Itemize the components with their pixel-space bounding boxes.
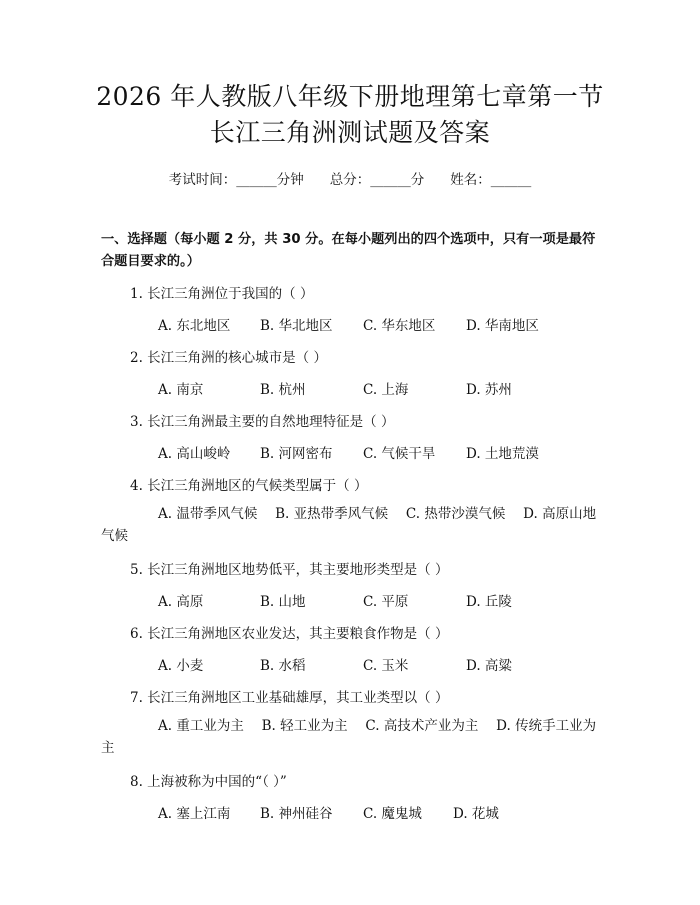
option-b: B. 水稻	[260, 658, 306, 674]
option-b: B. 山地	[260, 594, 306, 610]
exam-time-field: 考试时间：______分钟	[168, 172, 304, 188]
question-stem: 7. 长江三角洲地区工业基础雄厚，其工业类型以（ ）	[130, 690, 449, 706]
question-options-wrapped: A. 重工业为主 B. 轻工业为主 C. 高技术产业为主 D. 传统手工业为主	[101, 718, 597, 756]
option-a: A. 高原	[158, 594, 204, 610]
option-d: D. 土地荒漠	[466, 446, 539, 462]
option-a: A. 塞上江南	[158, 806, 231, 822]
option-c: C. 魔鬼城	[363, 806, 422, 822]
document-title-line-1: 2026 年人教版八年级下册地理第七章第一节	[96, 82, 604, 111]
question-stem: 4. 长江三角洲地区的气候类型属于（ ）	[130, 478, 368, 494]
option-d: D. 华南地区	[466, 318, 539, 334]
total-score-field: 总分：______分	[329, 172, 425, 188]
option-d: D. 高粱	[466, 658, 512, 674]
option-d: D. 丘陵	[466, 594, 512, 610]
option-a: A. 高山峻岭	[158, 446, 231, 462]
question-stem: 3. 长江三角洲最主要的自然地理特征是（ ）	[130, 414, 395, 430]
option-b: B. 杭州	[260, 382, 306, 398]
question-stem: 8. 上海被称为中国的“（ ）”	[130, 774, 287, 790]
document-title-line-2: 长江三角洲测试题及答案	[209, 118, 491, 147]
question-stem: 1. 长江三角洲位于我国的（ ）	[130, 286, 314, 302]
student-name-field: 姓名：______	[450, 172, 532, 188]
option-b: B. 华北地区	[260, 318, 333, 334]
option-c: C. 上海	[363, 382, 409, 398]
option-d: D. 花城	[453, 806, 499, 822]
option-a: A. 南京	[158, 382, 204, 398]
option-b: B. 神州硅谷	[260, 806, 333, 822]
option-a: A. 小麦	[158, 658, 204, 674]
exam-meta	[0, 168, 700, 188]
question-options-wrapped: A. 温带季风气候 B. 亚热带季风气候 C. 热带沙漠气候 D. 高原山地气候	[101, 506, 597, 544]
section-heading-multiple-choice: 一、选择题（每小题 2 分，共 30 分。在每小题列出的四个选项中，只有一项是最符合题目要求的。）	[101, 232, 596, 269]
question-stem: 5. 长江三角洲地区地势低平，其主要地形类型是（ ）	[130, 562, 449, 578]
question-stem: 6. 长江三角洲地区农业发达，其主要粮食作物是（ ）	[130, 626, 449, 642]
option-c: C. 玉米	[363, 658, 409, 674]
option-a: A. 东北地区	[158, 318, 231, 334]
option-d: D. 苏州	[466, 382, 512, 398]
option-b: B. 河网密布	[260, 446, 333, 462]
question-stem: 2. 长江三角洲的核心城市是（ ）	[130, 350, 327, 366]
option-c: C. 气候干旱	[363, 446, 436, 462]
option-c: C. 华东地区	[363, 318, 436, 334]
option-c: C. 平原	[363, 594, 409, 610]
